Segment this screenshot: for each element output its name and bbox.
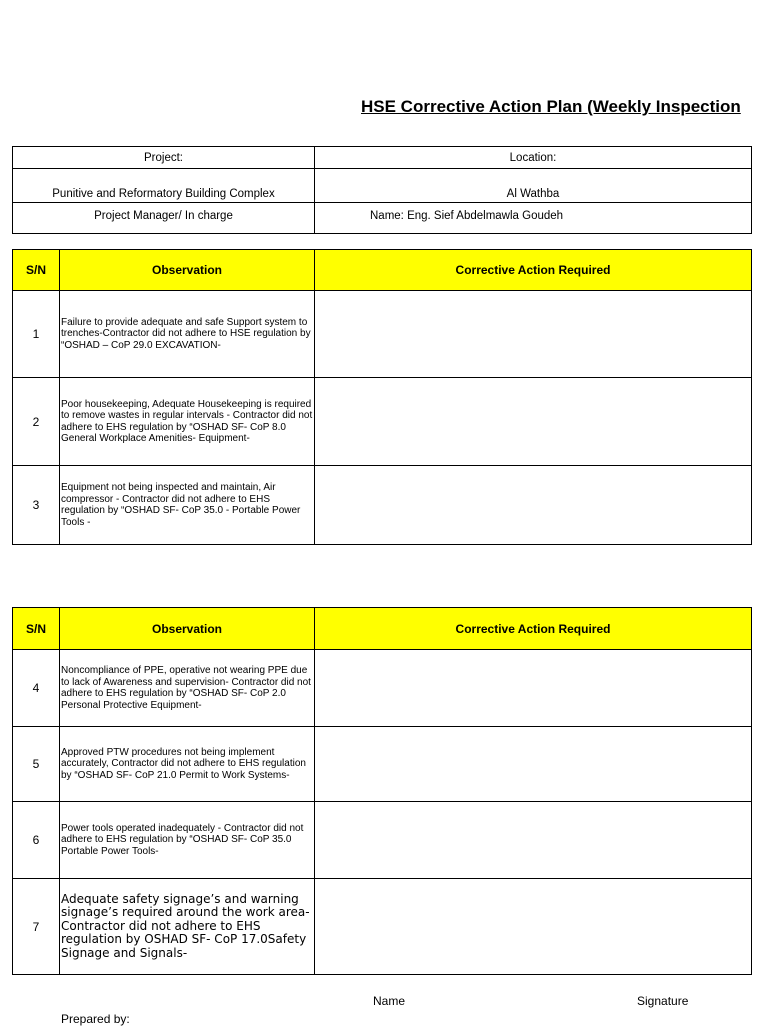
signature-label: Signature [637, 994, 689, 1008]
row-corrective-action [315, 650, 752, 727]
row-sn: 6 [13, 802, 60, 879]
table-row [13, 650, 752, 727]
manager-label: Project Manager/ In charge [13, 203, 315, 234]
row-sn: 1 [13, 291, 60, 378]
corrective-action-header: Corrective Action Required [315, 608, 752, 650]
row-corrective-action [315, 879, 752, 975]
location-value: Al Wathba [315, 169, 752, 203]
row-sn: 4 [13, 650, 60, 727]
row-corrective-action [315, 291, 752, 378]
project-value: Punitive and Reformatory Building Complex [13, 169, 315, 203]
row-observation: Poor housekeeping, Adequate Housekeeping is required to remove wastes in regular intervals - Contractor did not adhere to EHS regulation by “OSHAD SF- CoP 8.0 General Workplace Amenities- Equipment- [60, 378, 315, 466]
sn-header: S/N [13, 608, 60, 650]
row-sn: 3 [13, 466, 60, 545]
prepared-by-label: Prepared by: [61, 1012, 130, 1026]
row-sn: 5 [13, 727, 60, 802]
document-title: HSE Corrective Action Plan (Weekly Inspection [361, 97, 741, 116]
row-corrective-action [315, 466, 752, 545]
observation-table-2 [12, 607, 752, 975]
row-observation: Noncompliance of PPE, operative not wearing PPE due to lack of Awareness and supervision- Contractor did not adhere to EHS regulation by “OSHAD SF- CoP 2.0 Personal Protective Equipment- [60, 650, 315, 727]
sn-header: S/N [13, 250, 60, 291]
row-corrective-action [315, 802, 752, 879]
row-corrective-action [315, 727, 752, 802]
row-sn: 7 [13, 879, 60, 975]
row-corrective-action [315, 378, 752, 466]
row-sn: 2 [13, 378, 60, 466]
row-observation: Adequate safety signage’s and warning signage’s required around the work area-Contractor did not adhere to EHS regulation by OSHAD SF- CoP 17.0Safety Signage and Signals- [60, 879, 315, 975]
row-observation: Approved PTW procedures not being implement accurately, Contractor did not adhere to EHS regulation by “OSHAD SF- CoP 21.0 Permit to Work Systems- [60, 727, 315, 802]
table-row [13, 378, 752, 466]
table-row [13, 466, 752, 545]
table-row [13, 291, 752, 378]
name-label: Name [373, 994, 406, 1008]
row-observation: Equipment not being inspected and maintain, Air compressor - Contractor did not adhere to EHS regulation by “OSHAD SF- CoP 35.0 - Portable Power Tools - [60, 466, 315, 545]
project-info-table [12, 146, 752, 234]
row-observation: Failure to provide adequate and safe Support system to trenches-Contractor did not adhere to HSE regulation by “OSHAD – CoP 29.0 EXCAVATION- [60, 291, 315, 378]
table-row [13, 727, 752, 802]
table-row [13, 802, 752, 879]
corrective-action-header: Corrective Action Required [315, 250, 752, 291]
observation-header: Observation [60, 250, 315, 291]
observation-table-1 [12, 249, 752, 545]
manager-value: Name: Eng. Sief Abdelmawla Goudeh [315, 203, 752, 234]
location-label: Location: [315, 147, 752, 169]
row-observation: Power tools operated inadequately - Contractor did not adhere to EHS regulation by “OSHAD SF- CoP 35.0 Portable Power Tools- [60, 802, 315, 879]
project-label: Project: [13, 147, 315, 169]
observation-header: Observation [60, 608, 315, 650]
table-row [13, 879, 752, 975]
